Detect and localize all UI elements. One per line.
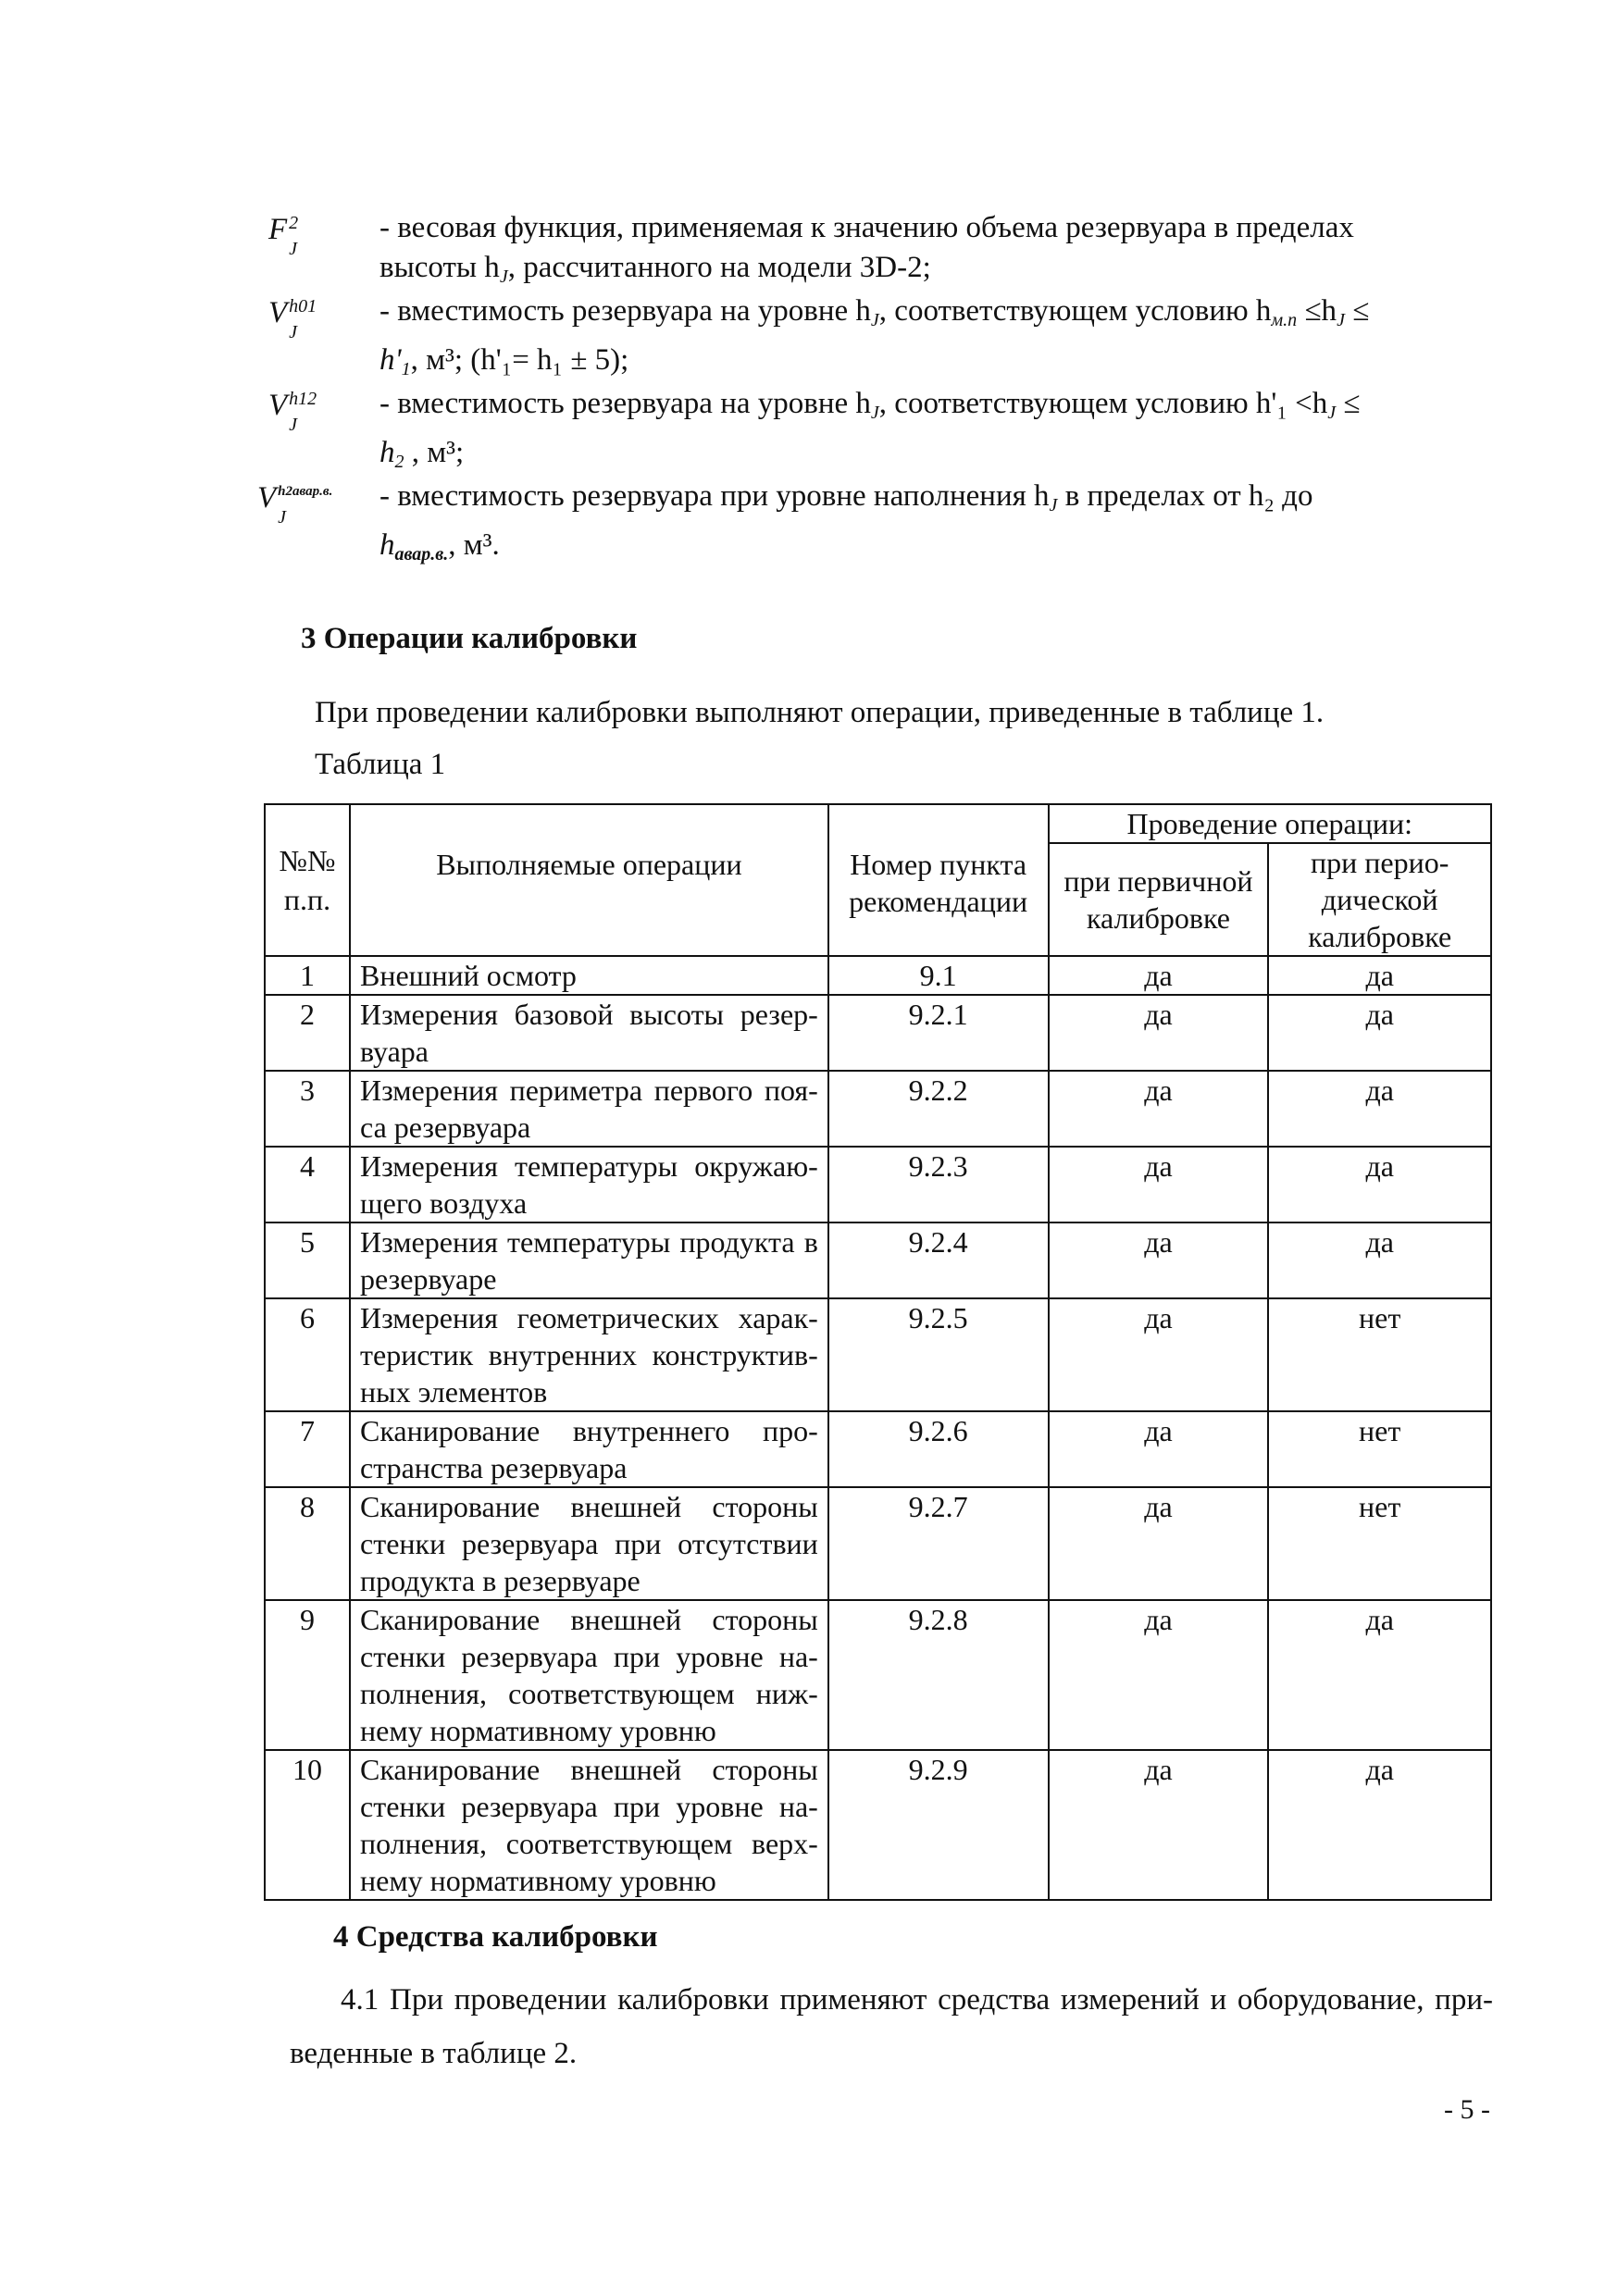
paragraph-4-1: 4.1 При проведении калибровки применяют средства измерений и оборудование, при-веденные в таблице 2.	[290, 1983, 1493, 2070]
definition-symbol: V h2авар.в. J	[257, 481, 333, 527]
row-operation: Измерения периметра первого поя-са резервуара	[350, 1071, 828, 1147]
definition-item	[268, 208, 1453, 292]
row-num: 4	[265, 1147, 350, 1222]
table-row	[265, 1147, 1491, 1222]
row-primary: да	[1049, 1298, 1269, 1411]
header-group: Проведение операции:	[1049, 804, 1492, 843]
row-operation: Сканирование внешней стороны стенки резервуара при уровне на-полнения, соответствующем верх-нему нормативному уровню	[350, 1750, 828, 1900]
definition-text: - вместимость резервуара на уровне $h_J$, соответствующем условию $h'_1 <h_J$ ≤	[379, 387, 1361, 423]
definition-symbol: F 2 J	[268, 213, 299, 259]
table-row	[265, 1298, 1491, 1411]
row-primary: да	[1049, 995, 1269, 1071]
row-ref: 9.2.7	[828, 1487, 1049, 1600]
definition-text-continued: $h_{авар.в.}$, м³.	[379, 528, 500, 565]
row-primary: да	[1049, 1071, 1269, 1147]
header-periodic: при перио-дической калибровке	[1268, 843, 1491, 956]
row-ref: 9.2.5	[828, 1298, 1049, 1411]
row-operation: Измерения геометрических харак-теристик внутренних конструктив-ных элементов	[350, 1298, 828, 1411]
row-periodic: нет	[1268, 1487, 1491, 1600]
definition-text: - весовая функция, применяемая к значению объема резервуара в пределах	[379, 211, 1354, 244]
table-row	[265, 995, 1491, 1071]
definition-item	[268, 292, 1453, 384]
row-operation: Измерения температуры окружаю-щего воздуха	[350, 1147, 828, 1222]
table-caption: Таблица 1	[315, 748, 446, 781]
row-num: 8	[265, 1487, 350, 1600]
table-row	[265, 1750, 1491, 1900]
page-number: - 5 -	[1444, 2094, 1490, 2125]
row-periodic: да	[1268, 1147, 1491, 1222]
operations-table	[264, 803, 1492, 1901]
row-num: 9	[265, 1600, 350, 1750]
table-header-row	[265, 804, 1491, 843]
row-periodic: нет	[1268, 1298, 1491, 1411]
row-primary: да	[1049, 1487, 1269, 1600]
row-primary: да	[1049, 1600, 1269, 1750]
row-primary: да	[1049, 1147, 1269, 1222]
row-periodic: да	[1268, 1071, 1491, 1147]
row-ref: 9.2.9	[828, 1750, 1049, 1900]
definitions-list	[257, 208, 1453, 569]
section-4-heading: 4 Средства калибровки	[333, 1920, 658, 1954]
definition-item	[257, 477, 1453, 569]
definition-text-continued: $h_2$ , м³;	[379, 436, 465, 472]
definition-symbol: V h01 J	[268, 296, 317, 342]
row-ref: 9.2.8	[828, 1600, 1049, 1750]
row-num: 6	[265, 1298, 350, 1411]
row-primary: да	[1049, 1750, 1269, 1900]
row-periodic: да	[1268, 995, 1491, 1071]
row-primary: да	[1049, 956, 1269, 995]
section-3-heading: 3 Операции калибровки	[301, 622, 638, 655]
row-primary: да	[1049, 1411, 1269, 1487]
row-primary: да	[1049, 1222, 1269, 1298]
table-row	[265, 1487, 1491, 1600]
row-operation: Измерения температуры продукта в резервуаре	[350, 1222, 828, 1298]
definition-text: - вместимость резервуара на уровне $h_J$, соответствующем условию $h_{м.п} \le h_J$ ≤	[379, 294, 1370, 330]
row-operation: Сканирование внешней стороны стенки резервуара при уровне на-полнения, соответствующем ниж-нему нормативному уровню	[350, 1600, 828, 1750]
table-row	[265, 1411, 1491, 1487]
definition-item	[268, 384, 1453, 477]
table-row	[265, 1222, 1491, 1298]
row-ref: 9.2.2	[828, 1071, 1049, 1147]
row-periodic: нет	[1268, 1411, 1491, 1487]
definition-symbol: V h12 J	[268, 389, 317, 435]
table-row	[265, 1071, 1491, 1147]
definition-text-continued: высоты $h_J$, рассчитанного на модели 3D-2;	[379, 251, 931, 287]
header-operation: Выполняемые операции	[350, 804, 828, 956]
row-operation: Сканирование внутреннего про-странства резервуара	[350, 1411, 828, 1487]
row-num: 10	[265, 1750, 350, 1900]
definition-text: - вместимость резервуара при уровне наполнения $h_J$ в пределах от h₂ до	[379, 479, 1313, 515]
row-periodic: да	[1268, 956, 1491, 995]
header-ref: Номер пункта рекомендации	[828, 804, 1049, 956]
row-operation: Измерения базовой высоты резер-вуара	[350, 995, 828, 1071]
row-ref: 9.2.4	[828, 1222, 1049, 1298]
definition-text-continued: $h'_1$, м³; (h'₁= h₁ ± 5);	[379, 343, 629, 379]
row-operation: Внешний осмотр	[350, 956, 828, 995]
table-row	[265, 956, 1491, 995]
row-num: 1	[265, 956, 350, 995]
row-num: 2	[265, 995, 350, 1071]
row-ref: 9.2.3	[828, 1147, 1049, 1222]
table-row	[265, 1600, 1491, 1750]
section-3-intro: При проведении калибровки выполняют операции, приведенные в таблице 1.	[315, 696, 1325, 729]
header-primary: при первичной калибровке	[1049, 843, 1269, 956]
row-num: 7	[265, 1411, 350, 1487]
row-ref: 9.1	[828, 956, 1049, 995]
row-ref: 9.2.1	[828, 995, 1049, 1071]
row-periodic: да	[1268, 1222, 1491, 1298]
row-operation: Сканирование внешней стороны стенки резервуара при отсутствии продукта в резервуаре	[350, 1487, 828, 1600]
row-num: 3	[265, 1071, 350, 1147]
header-num: №№ п.п.	[265, 804, 350, 956]
row-num: 5	[265, 1222, 350, 1298]
row-periodic: да	[1268, 1750, 1491, 1900]
row-periodic: да	[1268, 1600, 1491, 1750]
row-ref: 9.2.6	[828, 1411, 1049, 1487]
